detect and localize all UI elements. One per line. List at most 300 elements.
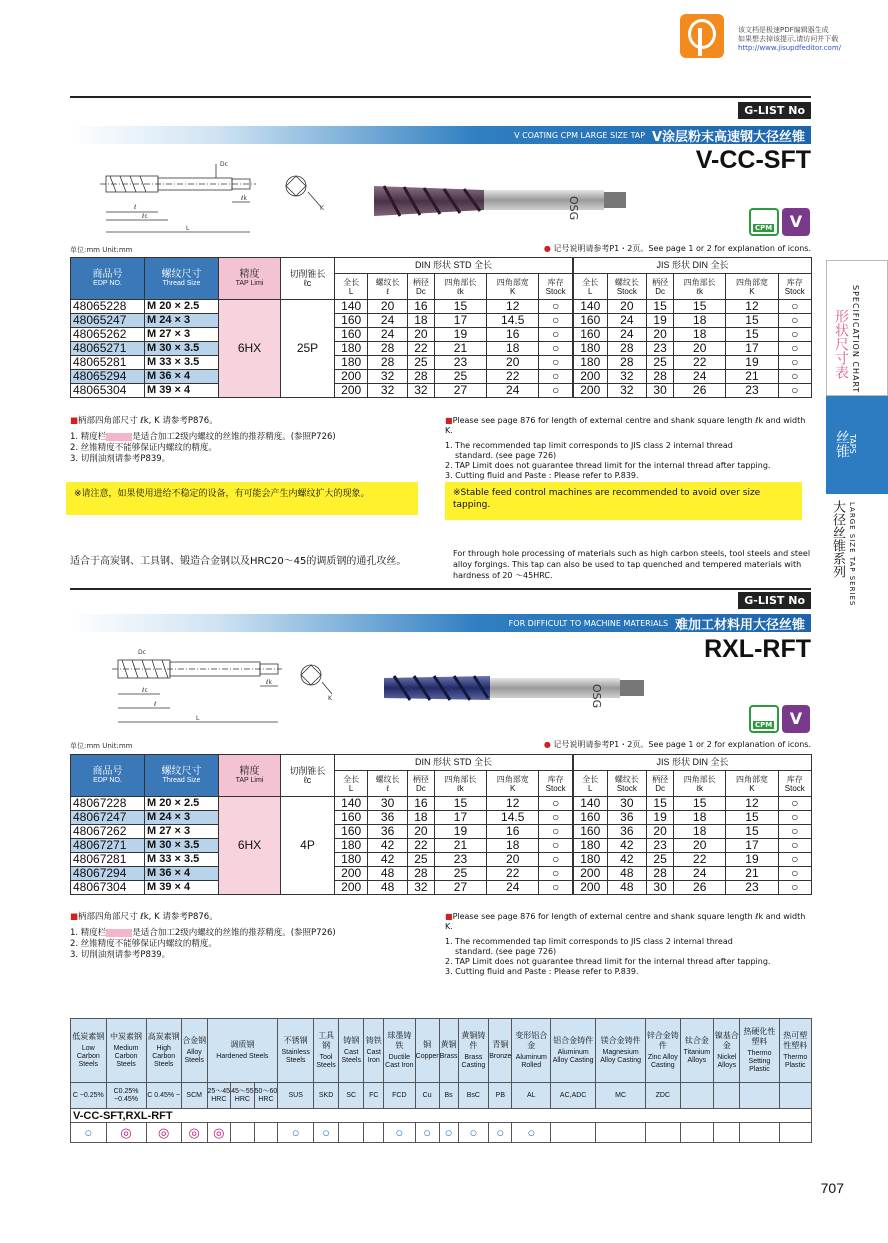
din-cell: 15 [434,300,486,314]
material-code: Bs [439,1083,458,1109]
header-jis: JIS 形状 DIN 全长 [573,258,812,274]
jis-cell: 160 [573,314,607,328]
jis-cell: ○ [778,867,811,881]
din-cell: 12 [487,797,539,811]
jis-cell: 25 [647,853,674,867]
note-marker-icon: ■ [70,416,79,426]
material-code: C0.25% ~0.45% [106,1083,146,1109]
din-cell: 23 [434,853,486,867]
table-row [71,853,812,867]
header-din-col: 四角部宽 K [487,274,539,300]
suitability-mark [740,1123,779,1143]
material-name: 中炭素钢 Medium Carbon Steels [106,1019,146,1083]
warning-en: ※Stable feed control machines are recommended to avoid over size tapping. [445,482,802,520]
suitability-mark [596,1123,646,1143]
din-cell: 18 [487,342,539,356]
din-cell: ○ [539,300,573,314]
material-name: 钛合金 Titanium Alloys [680,1019,714,1083]
din-cell: 16 [487,328,539,342]
material-code: SKD [314,1083,339,1109]
jis-cell: 140 [573,797,607,811]
chamfer-value: 4P [281,797,335,895]
tap-drawing [96,152,336,242]
din-cell: 160 [335,314,368,328]
jis-cell: 19 [726,356,778,370]
notes-en: ■Please see page 876 for length of external centre and shank square length ℓk and width K. 1. The recommended tap limit corresponds to JIS class 2 internal thread standard. (see page 726) 2. TAP Limit does not guarantee thread limit for the internal thread after tapping. 3. Cutting fluid and Paste : Please refer to P.839. [445,912,806,976]
header-jis-col: 螺纹长 Stock [607,771,647,797]
notes-zh: ■柄部四角部尺寸 ℓk, K 请参考P876。 1. 精度栏 是适合加工2级内螺纹的丝锥的推荐精度。(参照P726) 2. 丝锥精度不能够保证内螺纹的精度。 3. 切削油剂请参考P839。 [70,912,336,960]
header-din-col: 四角部长 ℓk [434,274,486,300]
jis-cell: 30 [647,881,674,895]
material-name: 热可塑性塑料 Thermo Plastic [779,1019,812,1083]
material-name: 镍基合金 Nickel Alloys [714,1019,740,1083]
cpm-badge-icon: CPM [749,705,779,733]
jis-cell: 32 [607,370,647,384]
table-row [71,811,812,825]
din-cell: 48 [368,867,408,881]
material-code: BsC [458,1083,489,1109]
material-name: 黄铜 Brass [439,1019,458,1083]
jis-cell: 200 [573,370,607,384]
din-cell: 18 [407,314,434,328]
edp-number: 48067304 [71,881,145,895]
din-cell: 16 [487,825,539,839]
jis-cell: 25 [647,356,674,370]
din-cell: 15 [434,797,486,811]
thread-size: M 24 × 3 [145,314,219,328]
material-name: 调质钢 Hardened Steels [207,1019,278,1083]
din-cell: 16 [407,797,434,811]
din-cell: 32 [407,881,434,895]
tap-photo [380,664,650,712]
thread-size: M 39 × 4 [145,881,219,895]
din-cell: 24 [368,314,408,328]
jis-cell: 48 [607,881,647,895]
din-cell: 28 [368,342,408,356]
jis-cell: ○ [778,356,811,370]
header-din-col: 螺纹长 ℓ [368,274,408,300]
material-name: 铸铁 Cast Iron [364,1019,384,1083]
din-cell: 21 [434,839,486,853]
jis-cell: 160 [573,811,607,825]
svg-text:L: L [186,225,190,232]
material-code: 25～45 HRC [207,1083,231,1109]
din-cell: 160 [335,825,368,839]
jis-cell: ○ [778,881,811,895]
material-name: 热硬化性塑料 Thermo Setting Plastic [740,1019,779,1083]
glist-label: G-LIST No [738,592,811,609]
material-code: SCM [181,1083,207,1109]
jis-cell: 22 [674,356,726,370]
din-cell: 22 [487,867,539,881]
edp-number: 48065281 [71,356,145,370]
usage-en: For through hole processing of materials such as high carbon steels, tool steels and steel alloy forgings. This tap can also be used to tap quenched and tempered materials with hardness of 20 ～45HRC. [453,549,811,580]
suitability-mark: ○ [415,1123,439,1143]
din-cell: 36 [368,811,408,825]
table-row [71,881,812,895]
header-jis-col: 柄径 Dc [647,771,674,797]
svg-text:L: L [196,715,200,722]
jis-cell: 15 [674,797,726,811]
jis-cell: 15 [674,300,726,314]
jis-cell: 21 [726,370,778,384]
din-cell: 12 [487,300,539,314]
suitability-mark: ○ [439,1123,458,1143]
jis-cell: 200 [573,867,607,881]
glist-label: G-LIST No [738,102,811,119]
jis-cell: ○ [778,384,811,398]
din-cell: 24 [368,328,408,342]
page-number: 707 [820,1180,844,1196]
jis-cell: 24 [607,328,647,342]
din-cell: 200 [335,867,368,881]
din-cell: 27 [434,384,486,398]
jis-cell: 36 [607,811,647,825]
header-din: DIN 形状 STD 全长 [335,755,573,771]
bullet-icon: ● [543,740,551,749]
jis-cell: 18 [674,825,726,839]
din-cell: 22 [487,370,539,384]
material-code: SUS [278,1083,314,1109]
thread-size: M 33 × 3.5 [145,356,219,370]
svg-text:ℓc: ℓc [142,213,148,220]
table-row [71,356,812,370]
thread-size: M 24 × 3 [145,811,219,825]
category-band: FOR DIFFICULT TO MACHINE MATERIALS 难加工材料用大径丝锥 [70,614,811,632]
jis-cell: 15 [726,811,778,825]
header-edp: 商品号 EDP NO. [71,258,145,300]
header-din-col: 柄径 Dc [407,771,434,797]
din-cell: 25 [434,867,486,881]
din-cell: 20 [407,825,434,839]
jis-cell: 15 [647,300,674,314]
table-row [71,384,812,398]
din-cell: 28 [407,370,434,384]
din-cell: ○ [539,342,573,356]
din-cell: 200 [335,384,368,398]
header-precision: 精度 TAP Limi [219,258,281,300]
din-cell: 25 [434,370,486,384]
usage-zh: 适合于高炭钢、工具钢、锻造合金钢以及HRC20～45的调质钢的通孔攻丝。 [70,556,407,567]
header-thread: 螺纹尺寸 Thread Size [145,258,219,300]
din-cell: ○ [539,839,573,853]
din-cell: 17 [434,314,486,328]
table-row [71,342,812,356]
material-code: 50～60 HRC [254,1083,278,1109]
svg-text:Dc: Dc [220,161,228,168]
jis-cell: 17 [726,342,778,356]
note-marker-icon: ■ [445,416,453,425]
din-cell: 23 [434,356,486,370]
jis-cell: 200 [573,881,607,895]
jis-cell: 15 [647,797,674,811]
section-divider [70,588,811,590]
spec-table-rxl-rft [70,754,812,895]
din-cell: ○ [539,384,573,398]
suitability-mark [779,1123,812,1143]
v-coating-badge-icon: V [782,208,810,236]
thread-size: M 30 × 3.5 [145,342,219,356]
watermark-link[interactable]: http://www.jisupdfeditor.com/ [738,44,842,52]
header-jis-col: 四角部宽 K [726,771,778,797]
jis-cell: 20 [674,342,726,356]
din-cell: 19 [434,825,486,839]
din-cell: 18 [407,811,434,825]
svg-text:K: K [320,205,324,212]
suitability-mark [254,1123,278,1143]
jis-cell: 28 [647,867,674,881]
din-cell: 28 [407,867,434,881]
pdf-logo [680,14,724,58]
jis-cell: ○ [778,853,811,867]
jis-cell: 24 [674,867,726,881]
bullet-icon: ● [543,244,551,253]
jis-cell: 23 [647,839,674,853]
jis-cell: 30 [607,797,647,811]
din-cell: ○ [539,370,573,384]
jis-cell: 24 [674,370,726,384]
table-row [71,839,812,853]
din-cell: 25 [407,356,434,370]
sidebar-tab-taps[interactable]: 丝锥 TAPS [826,396,888,494]
unit-label: 单位:mm Unit:mm [70,246,133,254]
material-name: 镁合金铸件 Magnesium Alloy Casting [596,1019,646,1083]
din-cell: 32 [368,384,408,398]
material-name: 铸钢 Cast Steels [339,1019,364,1083]
edp-number: 48067281 [71,853,145,867]
thread-size: M 30 × 3.5 [145,839,219,853]
header-chamfer: 切削锥长 ℓc [281,755,335,797]
header-chamfer: 切削锥长 ℓc [281,258,335,300]
jis-cell: 140 [573,300,607,314]
din-cell: 180 [335,356,368,370]
suitability-mark [231,1123,255,1143]
edp-number: 48067294 [71,867,145,881]
edp-number: 48065228 [71,300,145,314]
sidebar-tab-large-size[interactable]: LARGE SIZE TAP SERIES 大径丝锥系列 [830,500,856,607]
din-cell: 42 [368,853,408,867]
category-band: V COATING CPM LARGE SIZE TAP V涂层粉末高速钢大径丝锥 [70,126,811,144]
din-cell: 22 [407,839,434,853]
material-code: AL [512,1083,551,1109]
material-code [680,1083,714,1109]
series-label: V-CC-SFT,RXL-RFT [71,1109,812,1123]
header-din-col: 全长 L [335,771,368,797]
din-cell: 180 [335,853,368,867]
jis-cell: ○ [778,370,811,384]
chamfer-value: 25P [281,300,335,398]
thread-size: M 33 × 3.5 [145,853,219,867]
edp-number: 48067228 [71,797,145,811]
tap-photo [364,176,634,224]
material-name: 铝合金铸件 Aluminum Alloy Casting [551,1019,596,1083]
svg-text:ℓ: ℓ [134,204,137,211]
table-row [71,300,812,314]
material-table [70,1018,812,1143]
din-cell: ○ [539,314,573,328]
svg-text:ℓ: ℓ [154,701,157,708]
svg-text:OSG: OSG [590,684,603,709]
suitability-mark: ◎ [207,1123,231,1143]
thread-size: M 20 × 2.5 [145,797,219,811]
note-marker-icon: ■ [445,912,453,921]
din-cell: 18 [487,839,539,853]
din-cell: 22 [407,342,434,356]
din-cell: 200 [335,881,368,895]
material-name: 低炭素钢 Low Carbon Steels [71,1019,107,1083]
jis-cell: ○ [778,314,811,328]
jis-cell: 28 [607,356,647,370]
table-row [71,370,812,384]
svg-text:ℓk: ℓk [241,195,247,202]
header-edp: 商品号 EDP NO. [71,755,145,797]
din-cell: 180 [335,342,368,356]
din-cell: 25 [407,853,434,867]
din-cell: 19 [434,328,486,342]
header-din-col: 柄径 Dc [407,274,434,300]
din-cell: ○ [539,867,573,881]
din-cell: 20 [368,300,408,314]
suitability-mark: ○ [489,1123,512,1143]
material-name: 黄铜铸件 Brass Casting [458,1019,489,1083]
thread-size: M 20 × 2.5 [145,300,219,314]
jis-cell: 180 [573,342,607,356]
material-code [779,1083,812,1109]
din-cell: ○ [539,328,573,342]
header-din-col: 螺纹长 ℓ [368,771,408,797]
suitability-mark [714,1123,740,1143]
jis-cell: 28 [647,370,674,384]
din-cell: 27 [434,881,486,895]
spec-table-v-cc-sft [70,257,812,398]
jis-cell: 23 [726,881,778,895]
suitability-mark [646,1123,680,1143]
unit-label: 单位:mm Unit:mm [70,742,133,750]
jis-cell: ○ [778,839,811,853]
material-code: Cu [415,1083,439,1109]
jis-cell: 12 [726,300,778,314]
header-jis-col: 库存 Stock [778,274,811,300]
din-cell: 20 [407,328,434,342]
table-row [71,825,812,839]
jis-cell: 15 [726,328,778,342]
edp-number: 48065247 [71,314,145,328]
edp-number: 48067262 [71,825,145,839]
header-din-col: 四角部宽 K [487,771,539,797]
v-coating-badge-icon: V [782,705,810,733]
pink-swatch [106,433,132,441]
din-cell: 14.5 [487,811,539,825]
material-code [740,1083,779,1109]
edp-number: 48067247 [71,811,145,825]
din-cell: 140 [335,300,368,314]
material-code: 45～55 HRC [231,1083,255,1109]
jis-cell: 18 [674,314,726,328]
din-cell: 28 [368,356,408,370]
material-name: 不锈钢 Stainless Steels [278,1019,314,1083]
thread-size: M 36 × 4 [145,370,219,384]
din-cell: 36 [368,825,408,839]
material-code: FCD [384,1083,416,1109]
material-name: 铜 Copper [415,1019,439,1083]
thread-size: M 39 × 4 [145,384,219,398]
din-cell: 180 [335,839,368,853]
din-cell: 24 [487,881,539,895]
tool-badges [749,705,811,735]
header-jis-col: 库存 Stock [778,771,811,797]
edp-number: 48065262 [71,328,145,342]
warning-zh: ※请注意，如果使用进给不稳定的设备，有可能会产生内螺纹扩大的现象。 [66,482,418,515]
jis-cell: 160 [573,328,607,342]
header-jis-col: 柄径 Dc [647,274,674,300]
jis-cell: 30 [647,384,674,398]
din-cell: ○ [539,881,573,895]
suitability-mark: ○ [278,1123,314,1143]
header-jis-col: 四角部长 ℓk [674,771,726,797]
jis-cell: 20 [647,825,674,839]
din-cell: 32 [368,370,408,384]
jis-cell: 22 [674,853,726,867]
din-cell: ○ [539,811,573,825]
suitability-mark: ○ [71,1123,107,1143]
material-code [714,1083,740,1109]
din-cell: 200 [335,370,368,384]
svg-text:Dc: Dc [138,649,146,656]
suitability-mark: ○ [384,1123,416,1143]
material-name: 合金钢 Alloy Steels [181,1019,207,1083]
jis-cell: 200 [573,384,607,398]
jis-cell: 24 [607,314,647,328]
jis-cell: ○ [778,328,811,342]
material-code: MC [596,1083,646,1109]
suitability-mark: ○ [314,1123,339,1143]
thread-size: M 36 × 4 [145,867,219,881]
din-cell: ○ [539,853,573,867]
svg-text:ℓc: ℓc [142,687,148,694]
edp-number: 48065271 [71,342,145,356]
suitability-mark [680,1123,714,1143]
section-divider [70,96,811,98]
jis-cell: 19 [647,811,674,825]
header-jis-col: 全长 L [573,274,607,300]
header-jis-col: 螺纹长 Stock [607,274,647,300]
jis-cell: 28 [607,342,647,356]
jis-cell: 48 [607,867,647,881]
din-cell: 32 [407,384,434,398]
jis-cell: 160 [573,825,607,839]
note-marker-icon: ■ [70,912,79,922]
sidebar-tab-spec-chart[interactable]: SPECIFICATION CHART 形状尺寸表 [826,260,888,396]
header-din-col: 库存 Stock [539,771,573,797]
model-title: V-CC-SFT [695,146,811,174]
suitability-mark: ○ [458,1123,489,1143]
din-cell: ○ [539,797,573,811]
jis-cell: ○ [778,825,811,839]
header-thread: 螺纹尺寸 Thread Size [145,755,219,797]
thread-size: M 27 × 3 [145,328,219,342]
header-din-col: 四角部长 ℓk [434,771,486,797]
material-name: 工具钢 Tool Steels [314,1019,339,1083]
material-name: 青铜 Bronze [489,1019,512,1083]
header-din: DIN 形状 STD 全长 [335,258,573,274]
header-jis-col: 四角部长 ℓk [674,274,726,300]
din-cell: 160 [335,811,368,825]
jis-cell: 15 [726,314,778,328]
thread-size: M 27 × 3 [145,825,219,839]
material-code: C 0.45% ~ [146,1083,181,1109]
jis-cell: 18 [674,328,726,342]
din-cell: 160 [335,328,368,342]
